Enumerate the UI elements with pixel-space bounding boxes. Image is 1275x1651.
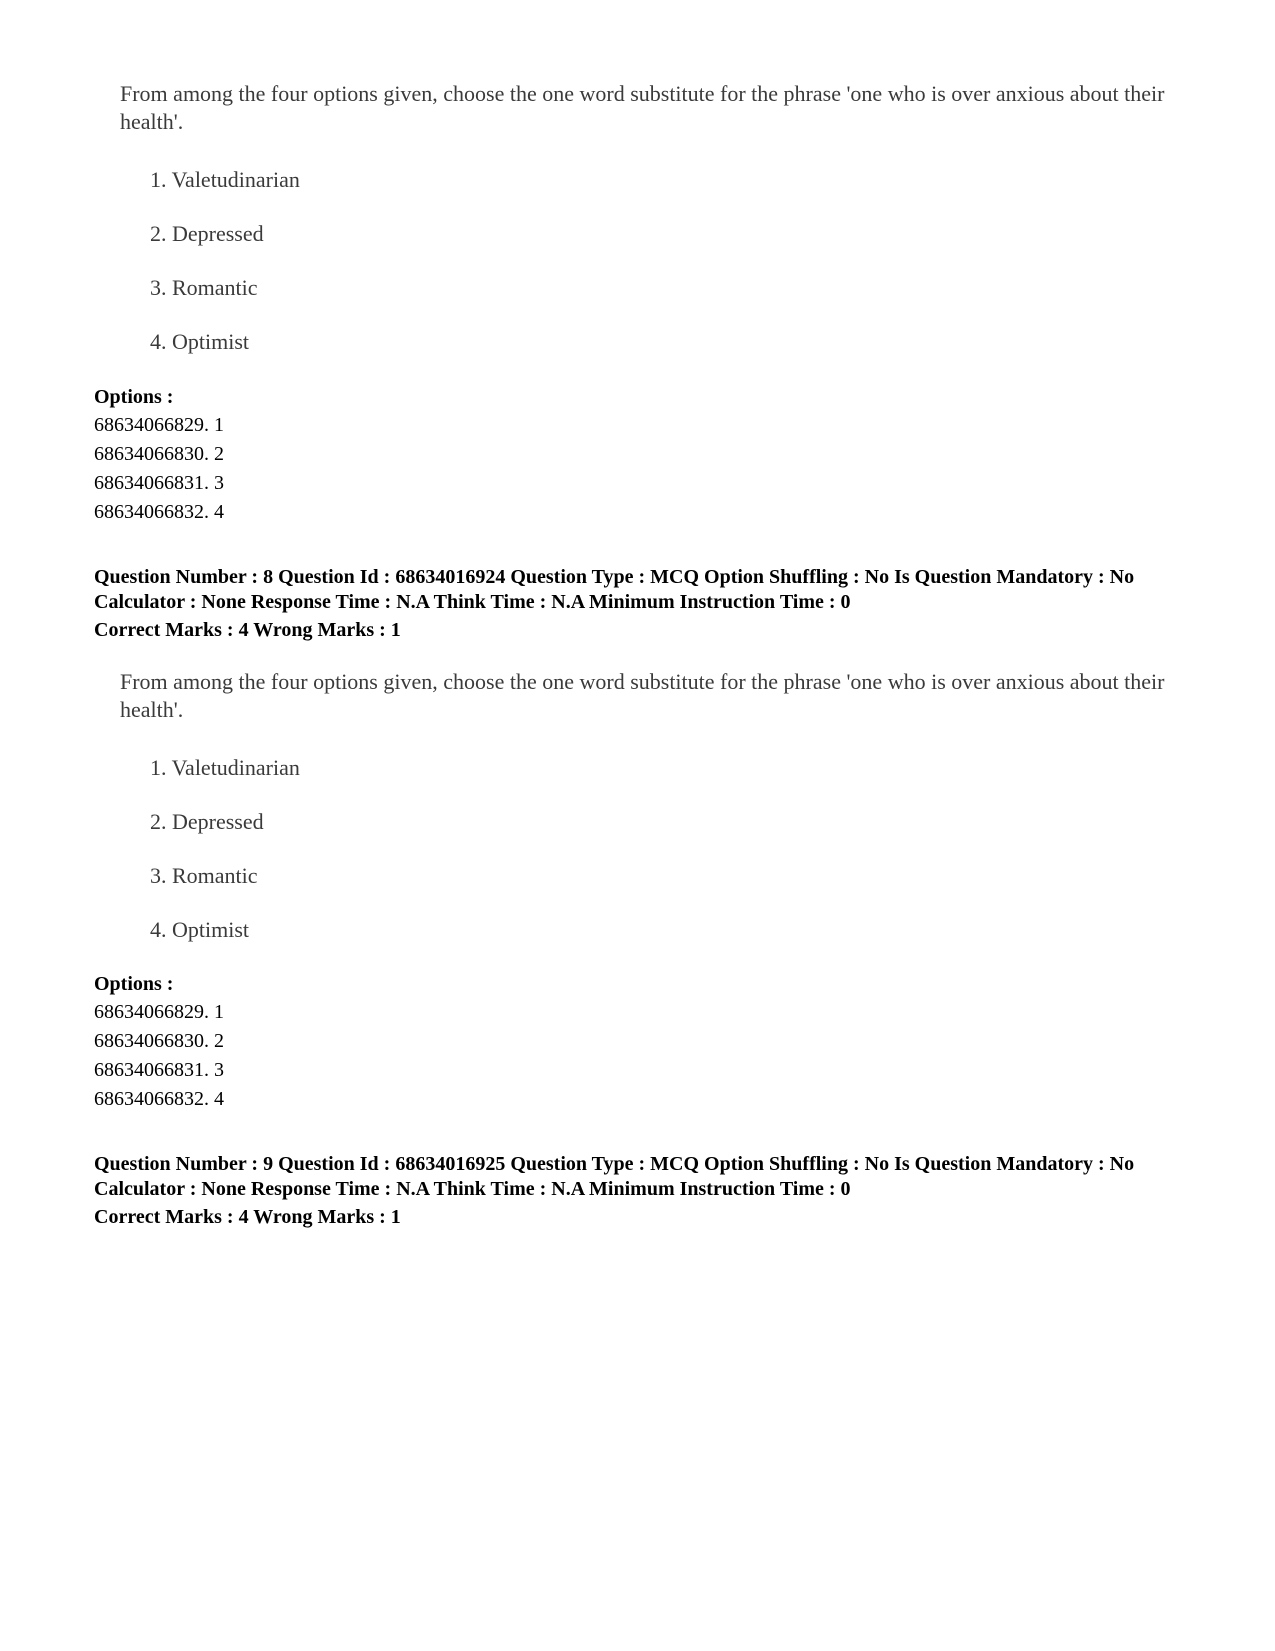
question-8-choice-4: 4. Optimist: [150, 917, 250, 942]
question-9-meta: Question Number : 9 Question Id : 68634016925 Question Type : MCQ Option Shuffling : No Is Question Mandatory : No Calculator : None Response Time : N.A Think Time : N.A Minimum Instruction Time : 0: [94, 1153, 1135, 1200]
question-8-option-2: 68634066830. 2: [94, 1030, 224, 1052]
question-8-meta: Question Number : 8 Question Id : 68634016924 Question Type : MCQ Option Shuffling : No Is Question Mandatory : No Calculator : None Response Time : N.A Think Time : N.A Minimum Instruction Time : 0: [94, 566, 1135, 613]
question-8-image: [120, 668, 1180, 942]
question-7-choice-3: 3. Romantic: [150, 275, 258, 300]
question-7-stem: From among the four options given, choose the one word substitute for the phrase 'one who is over anxious about their health'.: [120, 81, 1165, 134]
question-8-options-label: Options :: [94, 973, 174, 995]
question-7-choice-2: 2. Depressed: [150, 221, 264, 246]
question-7-option-4: 68634066832. 4: [94, 501, 224, 523]
question-7-option-1: 68634066829. 1: [94, 414, 224, 436]
question-8-option-4: 68634066832. 4: [94, 1088, 224, 1110]
question-8-option-1: 68634066829. 1: [94, 1001, 224, 1023]
question-7-option-2: 68634066830. 2: [94, 443, 224, 465]
question-8-choice-2: 2. Depressed: [150, 809, 264, 834]
question-7-options-label: Options :: [94, 386, 174, 408]
question-8-choice-1: 1. Valetudinarian: [150, 755, 300, 780]
question-8-option-3: 68634066831. 3: [94, 1059, 224, 1081]
question-9-marks: Correct Marks : 4 Wrong Marks : 1: [94, 1206, 401, 1228]
question-7-choice-1: 1. Valetudinarian: [150, 167, 300, 192]
question-7-option-3: 68634066831. 3: [94, 472, 224, 494]
question-8-marks: Correct Marks : 4 Wrong Marks : 1: [94, 619, 401, 641]
question-8-choice-3: 3. Romantic: [150, 863, 258, 888]
question-8-stem: From among the four options given, choose the one word substitute for the phrase 'one who is over anxious about their health'.: [120, 669, 1165, 722]
question-7-choice-4: 4. Optimist: [150, 329, 250, 354]
question-7-image: [120, 80, 1180, 354]
